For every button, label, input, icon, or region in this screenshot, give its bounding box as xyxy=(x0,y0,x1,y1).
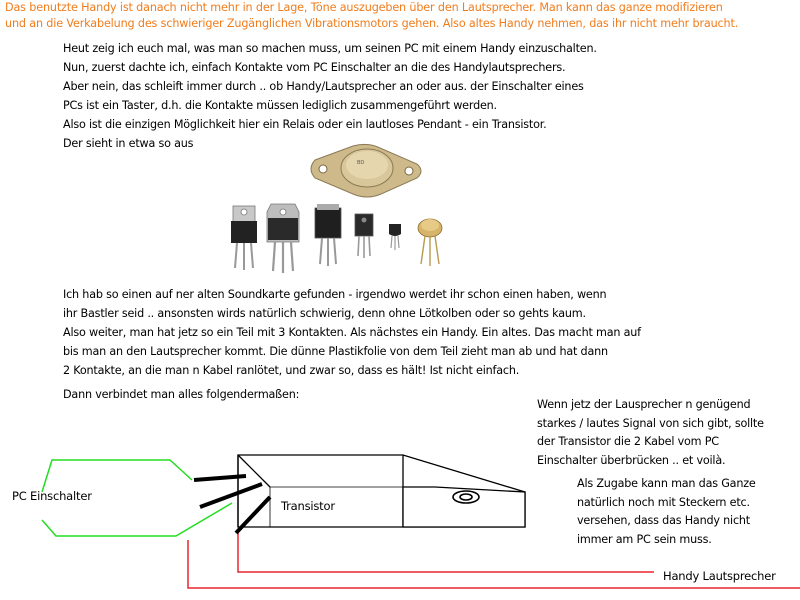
text-line: Heut zeig ich euch mal, was man so machen muss, um seinen PC mit einem Handy einzuschalten. xyxy=(63,42,597,55)
pc-wire-top xyxy=(42,460,192,492)
text-line: Als Zugabe kann man das Ganze xyxy=(577,477,756,490)
warning-line: Das benutzte Handy ist danach nicht mehr in der Lage, Töne auszugeben über den Lautsprecher. Man kann das ganze modifizieren xyxy=(5,1,723,14)
svg-text:BD: BD xyxy=(357,160,365,166)
text-line: Einschalter überbrücken .. et voilà. xyxy=(537,453,726,467)
text-line: Wenn jetz der Lausprecher n genügend xyxy=(537,398,751,411)
text-line: Nun, zuerst dachte ich, einfach Kontakte vom PC Einschalter an die des Handylautsprechers. xyxy=(63,61,566,74)
handy-wire-top xyxy=(238,530,654,572)
handy-speaker-label: Handy Lautsprecher xyxy=(663,569,776,583)
pc-switch-label: PC Einschalter xyxy=(12,489,92,503)
text-line: Dann verbindet man alles folgendermaßen: xyxy=(63,388,300,401)
warning-line: und an die Verkabelung des schwieriger Zugänglichen Vibrationsmotors gehen. Also altes Handy nehmen, das ihr nicht mehr braucht. xyxy=(5,17,739,30)
text-line: Der sieht in etwa so aus xyxy=(63,137,194,150)
transistor-drawing xyxy=(238,455,525,527)
text-line: immer am PC sein muss. xyxy=(577,532,712,546)
text-line: 2 Kontakte, an die man n Kabel ranlötet, und zwar so, dass es hält! Ist nicht einfach. xyxy=(63,364,520,377)
text-line: natürlich noch mit Steckern etc. xyxy=(577,495,750,509)
text-line: ihr Bastler seid .. ansonsten wirds natürlich schwierig, denn ohne Lötkolben oder so gehts kaum. xyxy=(63,307,586,320)
text-line: PCs ist ein Taster, d.h. die Kontakte müssen lediglich zusammengeführt werden. xyxy=(63,99,497,112)
pc-wire-bottom xyxy=(42,503,232,536)
text-line: Aber nein, das schleift immer durch .. ob Handy/Lautsprecher an oder aus. der Einschalter eines xyxy=(63,80,584,93)
text-line: versehen, dass das Handy nicht xyxy=(577,514,750,527)
text-line: Also weiter, man hat jetz so ein Teil mit 3 Kontakten. Als nächstes ein Handy. Ein altes. Das macht man auf xyxy=(63,326,641,339)
text-line: Ich hab so einen auf ner alten Soundkarte gefunden - irgendwo werdet ihr schon einen haben, wenn xyxy=(63,288,607,301)
text-line: der Transistor die 2 Kabel vom PC xyxy=(537,435,719,448)
text-line: Also ist die einzigen Möglichkeit hier ein Relais oder ein lautloses Pendant - ein Transistor. xyxy=(63,118,547,131)
transistor-label: Transistor xyxy=(281,499,335,513)
text-line: bis man an den Lautsprecher kommt. Die dünne Plastikfolie von dem Teil zieht man ab und hat dann xyxy=(63,345,608,358)
text-line: starkes / lautes Signal von sich gibt, sollte xyxy=(537,416,764,430)
